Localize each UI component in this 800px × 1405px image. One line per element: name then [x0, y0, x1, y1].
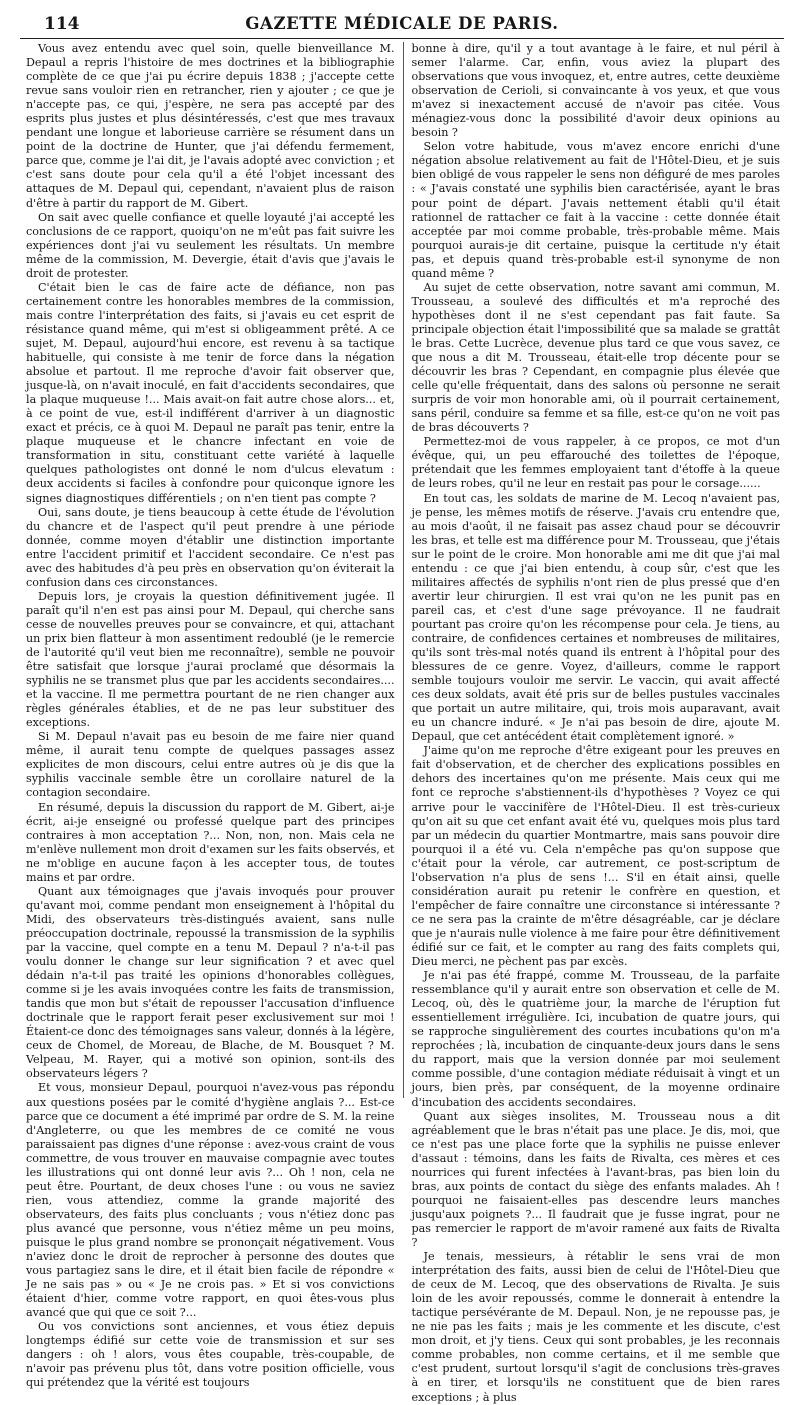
- paragraph: En résumé, depuis la discussion du rapport de M. Gibert, ai-je écrit, ai-je enseigné ou professé quelque part des principes contraires à mon acceptation ?... Non, non, non. Mais cela ne m'enlève nullement mon droit d'examen sur les faits observés, et ne m'oblige en aucune façon à les accepter tous, de toutes mains et par ordre.: [26, 800, 395, 884]
- paragraph: Quant aux sièges insolites, M. Trousseau nous a dit agréablement que le bras n'était pas une place. Je dis, moi, que ce n'est pas une place forte que la syphilis ne puisse enlever d'assaut : témoins, dans les faits de Rivalta, ces mères et ces nourrices qui furent infectées à l'avant-bras, pas bien loin du bras, aux points de contact du siège des enfants malades. Ah ! pourquoi ne faisaient-elles pas descendre leurs manches jusqu'aux poignets ?... Il faudrait que je fusse ingrat, pour ne pas remercier le rapport de m'avoir ramené aux faits de Rivalta ?: [411, 1109, 780, 1249]
- paragraph: Quant aux témoignages que j'avais invoqués pour prouver qu'avant moi, comme pendant mon enseignement à l'hôpital du Midi, des observateurs très-distingués avaient, sans nulle préoccupation doctrinale, repoussé la transmission de la syphilis par la vaccine, quel compte en a tenu M. Depaul ? n'a-t-il pas voulu donner le change sur leur signification ? et avec quel dédain n'a-t-il pas traité les opinions d'honorables collègues, comme si je les avais invoquées contre les faits de transmission, tandis que mon but s'était de repousser l'accusation d'influence doctrinale que le rapport ferait peser exclusivement sur moi ! Étaient-ce donc des témoignages sans valeur, donnés à la légère, ceux de Chomel, de Moreau, de Blache, de M. Bousquet ? M. Velpeau, M. Rayer, qui a motivé son opinion, sont-ils des observateurs légers ?: [26, 884, 395, 1081]
- page-header: [20, 8, 784, 39]
- paragraph: Ou vos convictions sont anciennes, et vous étiez depuis longtemps édifié sur cette voie de transmission et sur ses dangers : oh ! alors, vous êtes coupable, très-coupable, de n'avoir pas prévenu plus tôt, dans votre position officielle, vous qui prétendez que la vérité est toujours: [26, 1320, 395, 1390]
- paragraph: Vous avez entendu avec quel soin, quelle bienveillance M. Depaul a repris l'histoire de mes doctrines et la bibliographie complète de ce que j'ai pu écrire depuis 1838 ; j'accepte cette revue sans vouloir rien en retrancher, rien y ajouter ; ce que je n'accepte pas, ce qui, j'espère, ne sera pas accepté par des esprits plus justes et plus désintéressés, c'est que mes travaux pendant une longue et laborieuse carrière se résument dans un point de la doctrine de Hunter, que j'ai défendu fermement, parce que, comme je l'ai dit, je l'avais adopté avec conviction ; et c'est sans doute pour cela qu'il a été l'objet incessant des attaques de M. Depaul qui, cependant, n'avaient plus de raison d'être à partir du rapport de M. Gibert.: [26, 42, 395, 210]
- right-column: [404, 42, 785, 1404]
- paragraph: Je n'ai pas été frappé, comme M. Trousseau, de la parfaite ressemblance qu'il y aurait entre son observation et celle de M. Lecoq, où, dès le quatrième jour, la marche de l'éruption fut essentiellement irrégulière. Ici, incubation de quatre jours, qui se rapproche singulièrement des courtes incubations qu'on m'a reprochées ; là, incubation de cinquante-deux jours dans le sens du rapport, mais que la version donnée par moi seulement comme possible, d'une contagion médiate réduisait à vingt et un jours, bien près, par conséquent, de la moyenne ordinaire d'incubation des accidents secondaires.: [411, 969, 780, 1109]
- page-number: 114: [44, 14, 80, 34]
- paragraph: Je tenais, messieurs, à rétablir le sens vrai de mon interprétation des faits, aussi bien de celui de l'Hôtel-Dieu que de ceux de M. Lecoq, que des observations de Rivalta. Je suis loin de les avoir repoussés, comme le donnerait à entendre la tactique persévérante de M. Depaul. Non, je ne repousse pas, je ne nie pas les faits ; mais je les commente et les discute, c'est mon droit, et j'y tiens. Ceux qui sont probables, je les reconnais comme probables, non comme certains, et il me semble que c'est prudent, surtout lorsqu'il s'agit de conclusions très-graves à en tirer, et lorsqu'ils ne constituent que de bien rares exceptions ; à plus: [411, 1250, 780, 1404]
- paragraph: bonne à dire, qu'il y a tout avantage à le faire, et nul péril à semer l'alarme. Car, enfin, vous aviez la plupart des observations que vous invoquez, et, entre autres, cette deuxième observation de Cerioli, si convaincante à vos yeux, et que vous m'avez si inexactement accusé de n'avoir pas citée. Vous ménagiez-vous donc la possibilité d'avoir deux opinions au besoin ?: [411, 42, 780, 140]
- paragraph: En tout cas, les soldats de marine de M. Lecoq n'avaient pas, je pense, les mêmes motifs de réserve. J'avais cru entendre que, au mois d'août, il ne faisait pas assez chaud pour se découvrir les bras, et telle est ma différence pour M. Trousseau, que j'étais sur le point de le croire. Mon honorable ami me dit que j'ai mal entendu : ce que j'ai bien entendu, à coup sûr, c'est que les militaires affectés de syphilis n'ont rien de plus pressé que d'en avertir leur chirurgien. Il est vrai qu'on ne les punit pas en pareil cas, et c'est d'une sage prévoyance. Il ne faudrait pourtant pas croire qu'on les récompense pour cela. Je tiens, au contraire, de confidences certaines et nombreuses de militaires, qu'ils sont très-mal notés quand ils entrent à l'hôpital pour des blessures de ce genre. Voyez, d'ailleurs, comme le rapport semble toujours vouloir me servir. Le vaccin, qui avait affecté ces deux soldats, avait été pris sur de belles pustules vaccinales que portait un autre militaire, qui, trois mois auparavant, avait eu un chancre induré. « Je n'ai pas besoin de dire, ajoute M. Depaul, que cet antécédent était complètement ignoré. »: [411, 491, 780, 744]
- paragraph: Oui, sans doute, je tiens beaucoup à cette étude de l'évolution du chancre et de l'aspect qu'il peut prendre à une période donnée, comme moyen d'établir une distinction importante entre l'accident primitif et l'accident secondaire. Ce n'est pas avec des habitudes d'à peu près en observation qu'on éviterait la confusion dans ces circonstances.: [26, 505, 395, 589]
- paragraph: J'aime qu'on me reproche d'être exigeant pour les preuves en fait d'observation, et de chercher des explications possibles en dehors des incertaines qu'on me présente. Mais ceux qui me font ce reproche s'abstiennent-ils d'hypothèses ? Voyez ce qui arrive pour le vaccinifère de l'Hôtel-Dieu. Il est très-curieux qu'on ait su que cet enfant avait été vu, quelques mois plus tard par un médecin du quartier Montmartre, mais sans pouvoir dire pourquoi il a été vu. Cela n'empêche pas qu'on suppose que c'était pour la vérole, car autrement, ce post-scriptum de l'observation n'a plus de sens !... S'il en était ainsi, quelle considération aurait pu retenir le confrère en question, et l'empêcher de faire connaître une circonstance si intéressante ? ce ne sera pas la crainte de m'être désagréable, car je déclare que je n'aurais nulle violence à me faire pour être définitivement édifié sur ce fait, et le compter au rang des faits complets qui, Dieu merci, ne pèchent pas par excès.: [411, 744, 780, 969]
- paragraph: On sait avec quelle confiance et quelle loyauté j'ai accepté les conclusions de ce rapport, quoiqu'on ne m'eût pas fait suivre les expériences dont j'ai vu seulement les résultats. Un membre même de la commission, M. Devergie, était d'avis que j'avais le droit de protester.: [26, 210, 395, 280]
- journal-title: GAZETTE MÉDICALE DE PARIS.: [245, 14, 559, 33]
- paragraph: Permettez-moi de vous rappeler, à ce propos, ce mot d'un évêque, qui, un peu effarouché des toilettes de l'époque, prétendait que les femmes employaient tant d'étoffe à la queue de leurs robes, qu'il ne leur en restait pas pour le corsage......: [411, 435, 780, 491]
- text-columns: [20, 42, 784, 1404]
- paragraph: Au sujet de cette observation, notre savant ami commun, M. Trousseau, a soulevé des difficultés et m'a reproché des hypothèses dont il ne s'est cependant pas fait faute. Sa principale objection était l'impossibilité que sa malade se grattât le bras. Cette Lucrèce, devenue plus tard ce que vous savez, ce que nous a dit M. Trousseau, était-elle trop décente pour se découvrir les bras ? Cependant, en compagnie plus élevée que celle qu'elle fréquentait, dans des salons où personne ne serait surpris de voir mon honorable ami, où il pourrait certainement, sans péril, conduire sa femme et sa fille, est-ce qu'on ne voit pas de bras découverts ?: [411, 280, 780, 435]
- left-column: [20, 42, 404, 1390]
- paragraph: C'était bien le cas de faire acte de défiance, non pas certainement contre les honorables membres de la commission, mais contre l'interprétation des faits, si j'avais eu cet esprit de résistance quand même, qui m'est si obligeamment prêté. A ce sujet, M. Depaul, aujourd'hui encore, est revenu à sa tactique habituelle, qui consiste à me tenir de force dans la négation absolue et partout. Il me reproche d'avoir fait observer que, jusque-là, on n'avait inoculé, en fait d'accidents secondaires, que la plaque muqueuse !... Mais avait-on fait autre chose alors... et, à ce point de vue, est-il indifférent d'arriver à un diagnostic exact et précis, ce à quoi M. Depaul ne paraît pas tenir, entre la plaque muqueuse et le chancre infectant en voie de transformation in situ, constituant cette variété à laquelle quelques pathologistes ont donné le nom d'ulcus elevatum : deux accidents si faciles à confondre pour quiconque ignore les signes diagnostiques différentiels ; on n'en tient pas compte ?: [26, 280, 395, 505]
- paragraph: Si M. Depaul n'avait pas eu besoin de me faire nier quand même, il aurait tenu compte de quelques passages assez explicites de mon discours, celui entre autres où je dis que la syphilis vaccinale semble être un corollaire naturel de la contagion secondaire.: [26, 730, 395, 800]
- paragraph: Selon votre habitude, vous m'avez encore enrichi d'une négation absolue relativement au fait de l'Hôtel-Dieu, et je suis bien obligé de vous rappeler le sens non défiguré de mes paroles : « J'avais constaté une syphilis bien caractérisée, ayant le bras pour point de départ. J'avais nettement établi qu'il était rationnel de rattacher ce fait à la vaccine : cette donnée était acceptée par moi comme probable, très-probable même. Mais pourquoi aurais-je dit certaine, puisque la certitude n'y était pas, et depuis quand très-probable est-il synonyme de non quand même ?: [411, 140, 780, 280]
- paragraph: Depuis lors, je croyais la question définitivement jugée. Il paraît qu'il n'en est pas ainsi pour M. Depaul, qui cherche sans cesse de nouvelles preuves pour se convaincre, et qui, attachant un prix bien flatteur à mon assentiment redoublé (je le remercie de l'autorité qu'il veut bien me reconnaître), semble ne pouvoir être satisfait que lorsque j'aurai proclamé que désormais la syphilis ne se transmet plus que par les accidents secondaires.... et la vaccine. Il me permettra pourtant de ne rien changer aux règles générales établies, et de ne pas leur substituer des exceptions.: [26, 589, 395, 730]
- paragraph: Et vous, monsieur Depaul, pourquoi n'avez-vous pas répondu aux questions posées par le comité d'hygiène anglais ?... Est-ce parce que ce document a été imprimé par ordre de S. M. la reine d'Angleterre, ou que les membres de ce comité ne vous paraissaient pas dignes d'une réponse : avez-vous craint de vous commettre, de vous trouver en mauvaise compagnie avec toutes les illustrations qui ont donné leur avis ?... Oh ! non, cela ne peut être. Pourtant, de deux choses l'une : ou vous ne saviez rien, vous attendiez, comme la grande majorité des observateurs, des faits plus concluants ; vous n'étiez donc pas plus avancé que personne, vous n'étiez même un peu moins, puisque le plus grand nombre se prononçait négativement. Vous n'aviez donc le droit de reprocher à personne des doutes que vous partagiez sans le dire, et il était bien facile de répondre « Je ne sais pas » ou « Je ne crois pas. » Et si vos convictions étaient d'hier, comme votre rapport, en quoi êtes-vous plus avancé que qui que ce soit ?...: [26, 1081, 395, 1320]
